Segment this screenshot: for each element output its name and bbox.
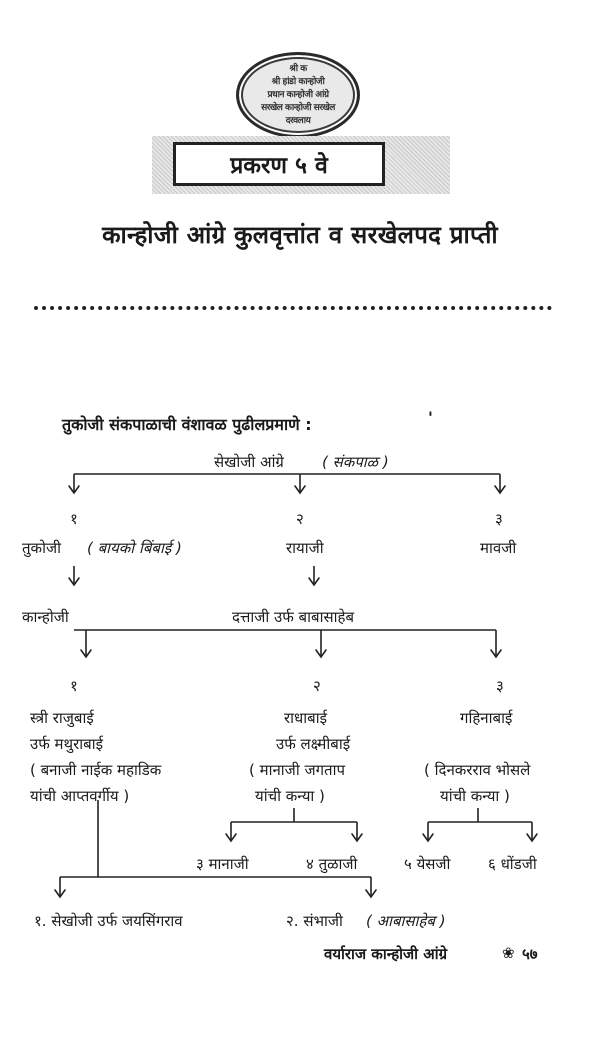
seal-text: सरखेल कान्होजी सरखेल <box>261 103 335 113</box>
son-sekhoji: १. सेखोजी उर्फ जयसिंगराव <box>34 912 183 930</box>
son-tulaji: ४ तुळाजी <box>306 855 358 873</box>
person-rayaji: रायाजी <box>286 539 324 557</box>
person-dattaji: दत्ताजी उर्फ बाबासाहेब <box>232 608 355 626</box>
wife-gahinabai-line: गहिनाबाई <box>460 709 513 727</box>
wife-rajubai-line: ( बनाजी नाईक महाडिक <box>30 761 162 779</box>
gen1-number: २ <box>296 510 304 528</box>
chapter-title: कान्होजी आंग्रे कुलवृत्तांत व सरखेलपद प्राप्ती <box>102 221 498 249</box>
seal-text: प्रधान कान्होजी आंग्रे <box>267 90 329 100</box>
son-yesaji: ५ येसजी <box>404 855 451 873</box>
wife-gahinabai-line: ( दिनकरराव भोसले <box>424 761 531 779</box>
gen1-number: १ <box>70 510 78 528</box>
person-note: ( आबासाहेब ) <box>366 912 446 930</box>
wife-gahinabai-line: यांची कन्या ) <box>440 787 510 805</box>
person-mavji: मावजी <box>480 539 517 557</box>
wife-number: १ <box>70 677 78 695</box>
wife-rajubai-line: यांची आप्तवर्गीय ) <box>30 787 130 805</box>
page-number: ५७ <box>522 945 538 963</box>
wife-rajubai-line: स्त्री राजुबाई <box>30 709 94 727</box>
genealogy-intro: तुकोजी संकपाळाची वंशावळ पुढीलप्रमाणे : <box>62 415 312 434</box>
wife-rajubai-line: उर्फ मथुराबाई <box>30 735 103 753</box>
person-tukoji: तुकोजी <box>22 539 61 557</box>
son-dhondji: ६ धोंडजी <box>488 855 537 873</box>
tree-root-alias: ( संकपाळ ) <box>322 453 389 471</box>
son-sambhaji: २. संभाजी <box>286 912 343 930</box>
seal-text: श्री हांडो कान्होजी <box>271 77 325 87</box>
seal-text: दरवलाय <box>285 116 311 126</box>
chapter-heading: प्रकरण ५ वे <box>173 142 385 186</box>
wife-radhabai-line: उर्फ लक्ष्मीबाई <box>276 735 351 753</box>
seal-text: श्री क <box>289 64 307 74</box>
tree-root-name: सेखोजी आंग्रे <box>214 453 284 471</box>
wife-radhabai-line: राधाबाई <box>284 709 327 727</box>
footer-ornament-icon: ❀ <box>502 944 515 962</box>
gen1-number: ३ <box>495 510 503 528</box>
wife-number: २ <box>313 677 321 695</box>
running-footer-title: वर्याराज कान्होजी आंग्रे <box>324 945 448 963</box>
son-manaji: ३ मानाजी <box>196 855 249 873</box>
wife-radhabai-line: यांची कन्या ) <box>255 787 325 805</box>
person-kanhoji: कान्होजी <box>22 608 69 626</box>
footnote-mark: ' <box>428 408 433 427</box>
person-note: ( बायको बिंबाई ) <box>87 539 182 557</box>
wife-number: ३ <box>496 677 504 695</box>
wife-radhabai-line: ( मानाजी जगताप <box>249 761 345 779</box>
